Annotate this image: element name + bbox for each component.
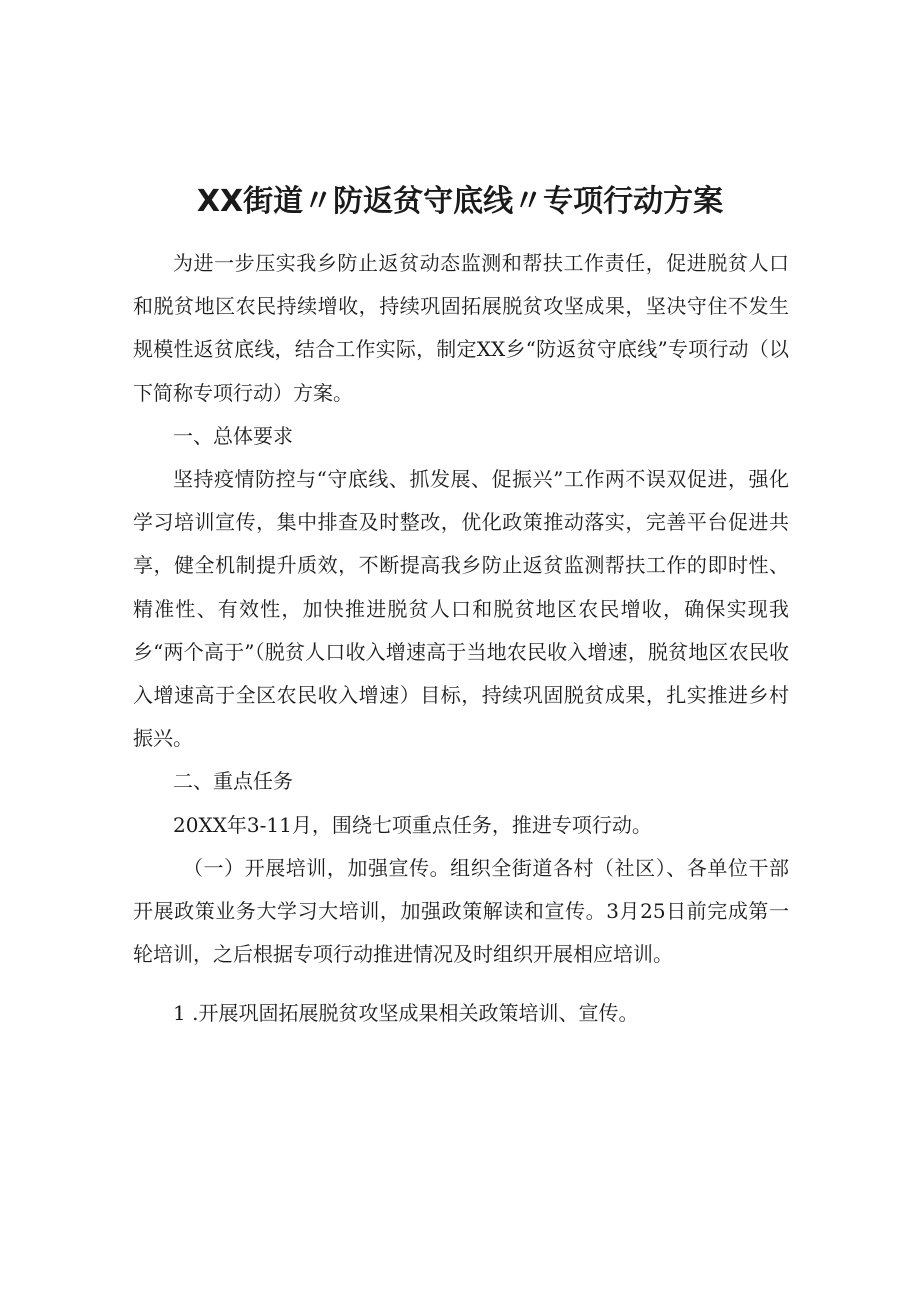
- section-heading-overall-requirements: 一、总体要求: [173, 423, 293, 448]
- intro-paragraph: 为进一步压实我乡防止返贫动态监测和帮扶工作责任，促进脱贫人口和脱贫地区农民持续增收，持续巩固拓展脱贫攻坚成果，坚决守住不发生规模性返贫底线，结合工作实际，制定XX乡“防返贫守底线”专项行动（以下简称专项行动）方案。: [133, 251, 789, 405]
- task-one-item-one: 1 .开展巩固拓展脱贫攻坚成果相关政策培训、宣传。: [173, 1001, 639, 1026]
- overall-requirements-paragraph: 坚持疫情防控与“守底线、抓发展、促振兴”工作两不误双促进，强化学习培训宣传，集中排查及时整改，优化政策推动落实，完善平台促进共享，健全机制提升质效，不断提高我乡防止返贫监测帮扶工作的即时性、精准性、有效性，加快推进脱贫人口和脱贫地区农民增收，确保实现我乡“两个高于”（脱贫人口收入增速高于当地农民收入增速，脱贫地区农民收入增速高于全区农民收入增速）目标，持续巩固脱贫成果，扎实推进乡村振兴。: [133, 467, 789, 751]
- key-tasks-timeline-paragraph: 20XX年3-11月，围绕七项重点任务，推进专项行动。: [173, 812, 652, 837]
- task-one-paragraph: （一）开展培训，加强宣传。组织全街道各村（社区）、各单位干部开展政策业务大学习大培训，加强政策解读和宣传。3月25日前完成第一轮培训，之后根据专项行动推进情况及时组织开展相应培训。: [133, 855, 789, 967]
- document-title: XX街道〃防返贫守底线〃专项行动方案: [196, 184, 724, 219]
- document-body: [133, 242, 789, 1036]
- section-heading-key-tasks: 二、重点任务: [173, 769, 293, 794]
